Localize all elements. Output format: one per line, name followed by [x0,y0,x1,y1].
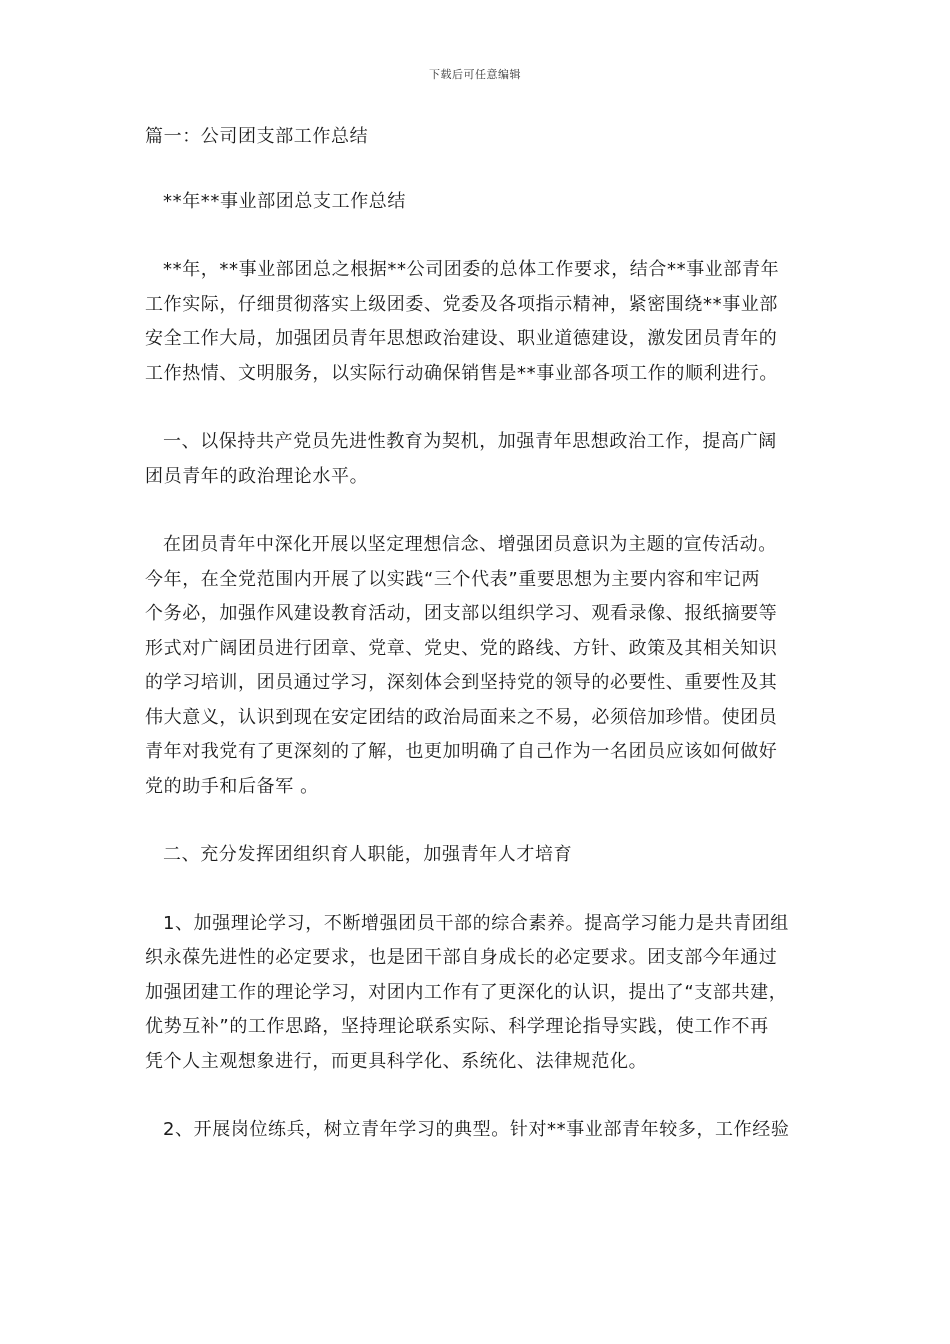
paragraph-theory-study [145,907,815,1080]
paragraph-job-training [145,1113,815,1148]
paragraph-line: 工作热情、文明服务，以实际行动确保销售是**事业部各项工作的顺利进行。 [145,362,778,384]
document-subtitle: **年**事业部团总支工作总结 [163,190,406,212]
paragraph-line: **年，**事业部团总之根据**公司团委的总体工作要求，结合**事业部青年 [163,259,780,280]
paragraph-line: 伟大意义，认识到现在安定团结的政治局面来之不易，必须倍加珍惜。使团员 [145,706,778,728]
paragraph-line: 织永葆先进性的必定要求，也是团干部自身成长的必定要求。团支部今年通过 [145,947,778,968]
section-heading-one [145,425,815,494]
document-title: 篇一：公司团支部工作总结 [145,126,369,147]
document-body [145,120,815,1148]
paragraph-line: 优势互补”的工作思路，坚持理论联系实际、科学理论指导实践，使工作不再 [145,1016,769,1037]
paragraph-education [145,528,815,804]
paragraph-line: 个务必，加强作风建设教育活动，团支部以组织学习、观看录像、报纸摘要等 [145,603,778,624]
paragraph-line: 在团员青年中深化开展以坚定理想信念、增强团员意识为主题的宣传活动。 [163,534,777,555]
paragraph-line: 青年对我党有了更深刻的了解，也更加明确了自己作为一名团员应该如何做好 [145,741,778,762]
paragraph-intro [145,253,815,391]
paragraph-line: 1、加强理论学习，不断增强团员干部的综合素养。提高学习能力是共青团组 [163,912,789,934]
paragraph-line: 2、开展岗位练兵，树立青年学习的典型。针对**事业部青年较多，工作经验 [163,1119,790,1140]
paragraph-line: 的学习培训，团员通过学习，深刻体会到坚持党的领导的必要性、重要性及其 [145,672,778,693]
paragraph-line: 今年，在全党范围内开展了以实践“三个代表”重要思想为主要内容和牢记两 [145,568,761,590]
paragraph-line: 安全工作大局，加强团员青年思想政治建设、职业道德建设，激发团员青年的 [145,328,778,349]
paragraph-line: 团员青年的政治理论水平。 [145,465,369,487]
paragraph-line: 党的助手和后备军 。 [145,775,319,797]
paragraph-line: 二、充分发挥团组织育人职能，加强青年人才培育 [163,844,573,865]
paragraph-line: 形式对广阔团员进行团章、党章、党史、党的路线、方针、政策及其相关知识 [145,637,778,659]
paragraph-line: 一、以保持共产党员先进性教育为契机，加强青年思想政治工作，提高广阔 [163,431,777,452]
page-header-note: 下载后可任意编辑 [429,68,521,81]
paragraph-line: 凭个人主观想象进行，而更具科学化、系统化、法律规范化。 [145,1050,648,1072]
section-heading-two [145,838,815,873]
paragraph-line: 加强团建工作的理论学习，对团内工作有了更深化的认识，提出了“支部共建， [145,981,788,1003]
paragraph-line: 工作实际，仔细贯彻落实上级团委、党委及各项指示精神，紧密围绕**事业部 [145,293,778,315]
